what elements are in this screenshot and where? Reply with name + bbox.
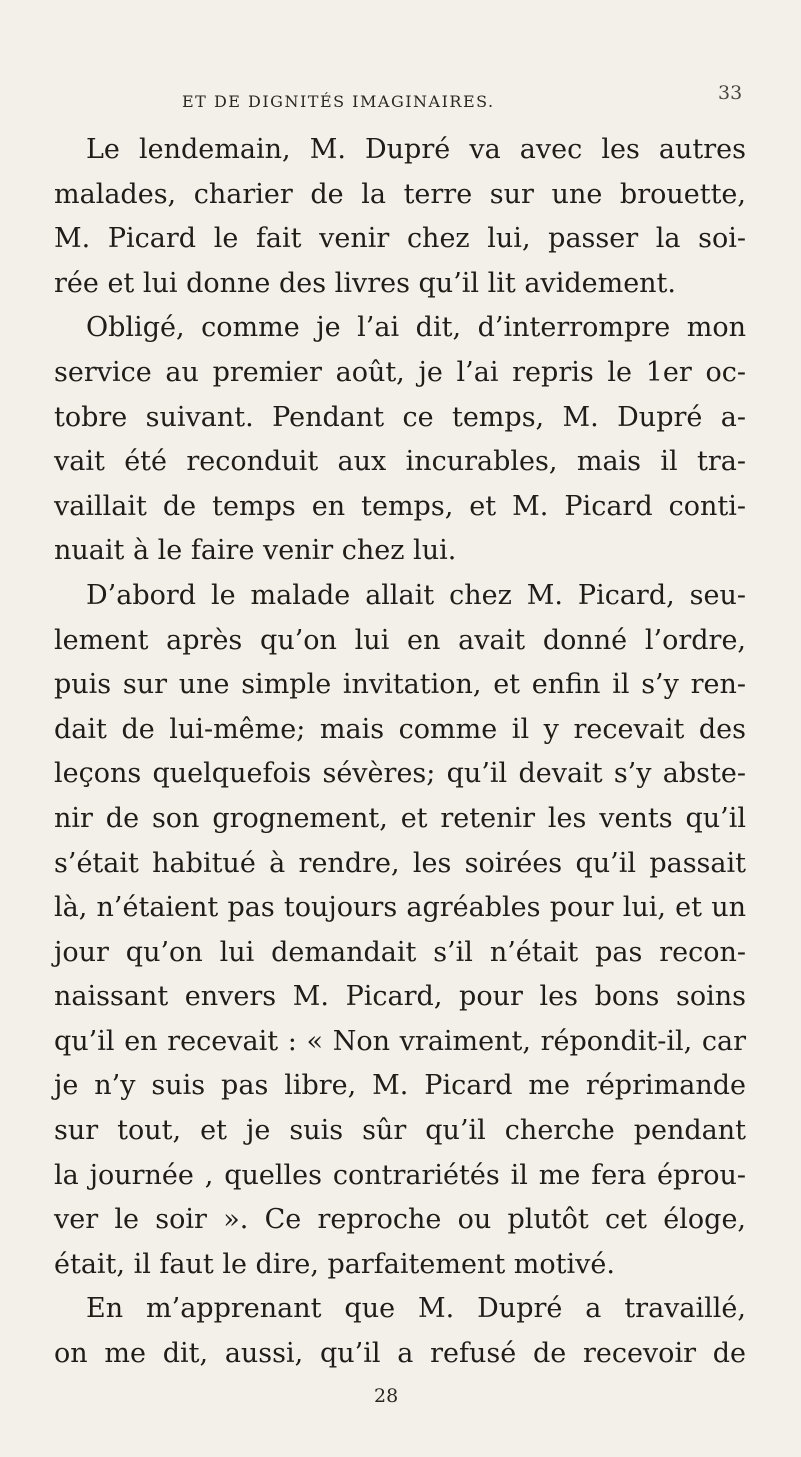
text-line: nuait à le faire venir chez lui. [54,535,457,567]
body-text [54,128,746,1377]
text-line: lement après qu’on lui en avait donné l’ordre, [54,624,746,656]
text-line: ver le soir ». Ce reproche ou plutôt cet éloge, [54,1204,746,1236]
running-head [0,82,801,116]
text-line: D’abord le malade allait chez M. Picard, seu- [86,579,746,611]
text-line: tobre suivant. Pendant ce temps, M. Dupré a- [54,401,746,433]
text-line: là, n’étaient pas toujours agréables pour lui, et un [54,892,746,924]
text-line: s’était habitué à rendre, les soirées qu’il passait [54,847,746,879]
text-line: puis sur une simple invitation, et enfin il s’y ren- [54,669,746,701]
text-line: vaillait de temps en temps, et M. Picard conti- [54,490,746,522]
text-line: nir de son grognement, et retenir les vents qu’il [54,802,746,834]
text-line: la journée , quelles contrariétés il me fera éprou- [54,1159,746,1191]
page-number: 33 [718,82,743,104]
text-line: service au premier août, je l’ai repris le 1er oc- [54,356,746,388]
text-line: jour qu’on lui demandait s’il n’était pas recon- [54,936,746,968]
text-line: je n’y suis pas libre, M. Picard me réprimande [54,1070,746,1102]
text-line: était, il faut le dire, parfaitement motivé. [54,1248,615,1280]
signature-mark: 28 [374,1385,399,1407]
text-line: Obligé, comme je l’ai dit, d’interrompre mon [86,312,746,344]
text-line: rée et lui donne des livres qu’il lit avidement. [54,267,676,299]
text-line: vait été reconduit aux incurables, mais il tra- [54,446,746,478]
text-line: Le lendemain, M. Dupré va avec les autres [86,134,746,165]
running-title: ET DE DIGNITÉS IMAGINAIRES. [182,92,495,111]
text-line: En m’apprenant que M. Dupré a travaillé, [86,1293,746,1325]
text-line: sur tout, et je suis sûr qu’il cherche pendant [54,1115,746,1147]
text-line: leçons quelquefois sévères; qu’il devait s’y abste- [54,758,746,790]
text-line: malades, charier de la terre sur une brouette, [54,178,746,210]
text-line: M. Picard le fait venir chez lui, passer la soi- [54,223,746,255]
text-line: naissant envers M. Picard, pour les bons soins [54,981,746,1013]
text-line: dait de lui-même; mais comme il y recevait des [54,713,746,745]
text-line: on me dit, aussi, qu’il a refusé de recevoir de [54,1338,746,1370]
text-line: qu’il en recevait : « Non vraiment, répondit-il, car [54,1025,746,1057]
